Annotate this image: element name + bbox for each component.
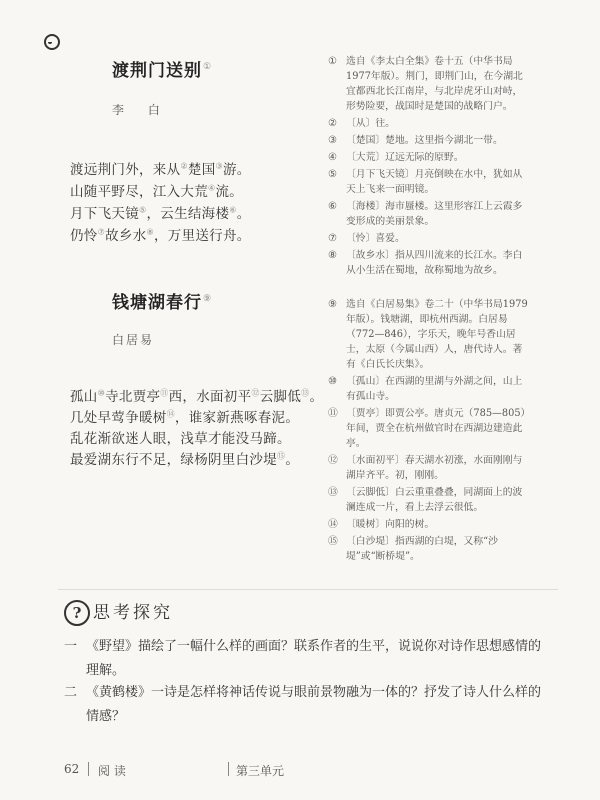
poem-line xyxy=(70,385,323,405)
footnote-marker: ⑫ xyxy=(251,388,260,398)
footnote-number: ⑧ xyxy=(328,250,337,261)
poem-text: 云脚低 xyxy=(259,389,302,405)
footnote-number: ④ xyxy=(328,152,337,163)
poem1-title: 渡荆门送别① xyxy=(112,61,213,81)
footnote-number: ② xyxy=(328,118,337,129)
footnotes-poem1 xyxy=(328,54,528,280)
footnote xyxy=(328,150,528,165)
footnote-marker: ⑥ xyxy=(229,205,237,215)
footnote-text: 〔水面初平〕春天湖水初涨，水面刚刚与湖岸齐平。初，刚刚。 xyxy=(346,455,523,481)
footnote-text: 〔云脚低〕白云重重叠叠，同湖面上的波澜连成一片，看上去浮云很低。 xyxy=(346,487,523,513)
question-text: 《野望》描绘了一幅什么样的画面？联系作者的生平，说说你对诗作思想感情的理解。 xyxy=(86,639,542,678)
question-item xyxy=(64,635,544,683)
footnote-number: ① xyxy=(328,56,337,67)
footnote-number: ⑮ xyxy=(328,536,338,547)
poem-text: 孤山 xyxy=(70,389,98,405)
footnote xyxy=(328,534,528,564)
poem-text: 流。 xyxy=(215,184,244,200)
footnote-marker: ⑧ xyxy=(146,227,154,237)
question-mark-icon: ? xyxy=(64,600,90,626)
footnote-number: ⑦ xyxy=(328,233,337,244)
footnote xyxy=(328,199,528,229)
footnote-number: ⑫ xyxy=(328,455,338,466)
footnote-marker: ⑪ xyxy=(160,388,169,398)
footnote-marker: ⑭ xyxy=(166,409,175,419)
footnote-text: 〔月下飞天镜〕月亮倒映在水中，犹如从天上飞来一面明镜。 xyxy=(346,169,523,195)
footnote-marker: ③ xyxy=(215,161,223,171)
question-text: 《黄鹤楼》一诗是怎样将神话传说与眼前景物融为一体的？抒发了诗人什么样的情感？ xyxy=(86,685,542,724)
poem-text: 西，水面初平 xyxy=(168,389,252,405)
footnote-text: 〔楚国〕楚地。这里指今湖北一带。 xyxy=(346,135,503,146)
footnote-marker: ⑦ xyxy=(97,227,106,237)
footnote xyxy=(328,116,528,131)
footnote-marker: ④ xyxy=(208,183,216,193)
footnote xyxy=(328,517,528,532)
poem-text: ，谁家新燕啄春泥。 xyxy=(174,410,300,426)
question-item xyxy=(64,681,544,729)
poem-line xyxy=(70,158,251,178)
poem-text: 乱花渐欲迷人眼，浅草才能没马蹄。 xyxy=(70,431,291,447)
footnote-number: ⑬ xyxy=(328,487,338,498)
footnote xyxy=(328,374,528,404)
poem-text: 几处早莺争暖树 xyxy=(70,410,167,426)
footer-divider xyxy=(228,762,229,776)
footnote-number: ③ xyxy=(328,135,337,146)
poem-text: 楚国 xyxy=(187,162,216,178)
poem-line xyxy=(70,406,299,426)
poem-text: 渡远荆门外，来从 xyxy=(70,162,181,178)
footnote-number: ⑪ xyxy=(328,408,338,419)
footnote-text: 〔孤山〕在西湖的里湖与外湖之间，山上有孤山寺。 xyxy=(346,376,523,402)
poem-text: 仍怜 xyxy=(70,228,98,244)
footnote-marker: ② xyxy=(180,161,188,171)
footnote-marker: ⑬ xyxy=(301,388,310,398)
footnote-marker: ⑩ xyxy=(97,388,106,398)
footnote-text: 〔海楼〕海市蜃楼。这里形容江上云霞多变形成的美丽景象。 xyxy=(346,201,523,227)
poem-line xyxy=(70,427,291,447)
footnote xyxy=(328,54,528,114)
poem-text: ，云生结海楼 xyxy=(146,206,230,222)
poem-line xyxy=(70,448,299,468)
footnote-marker: ⑤ xyxy=(139,205,147,215)
footnote-number: ⑨ xyxy=(328,299,337,310)
footer-section: 阅 读 xyxy=(98,764,126,778)
footnote-text: 选自《白居易集》卷二十（中华书局1979年版）。钱塘湖，即杭州西湖。白居易（772—846），字乐天，晚年号香山居士，太原（今属山西）人，唐代诗人。著有《白氏长庆集》。 xyxy=(346,299,528,370)
footnote xyxy=(328,133,528,148)
footnotes-poem2 xyxy=(328,297,528,566)
footnote-text: 〔大荒〕辽远无际的原野。 xyxy=(346,152,464,163)
footnote-number: ⑥ xyxy=(328,201,337,212)
footnote-number: ⑤ xyxy=(328,169,337,180)
footnote-text: 〔怜〕喜爱。 xyxy=(346,233,405,244)
footer-divider xyxy=(88,762,89,776)
question-number: 一 xyxy=(64,639,78,654)
poem-text: ，万里送行舟。 xyxy=(153,228,251,244)
page-number: 62 xyxy=(64,762,80,776)
corner-mark-icon xyxy=(44,34,60,50)
think-section-title: 思考探究 xyxy=(93,603,173,623)
footnote-marker: ⑮ xyxy=(277,451,286,461)
section-divider xyxy=(58,589,558,590)
poem2-title: 钱塘湖春行⑨ xyxy=(112,293,213,313)
poem-text: 。 xyxy=(236,206,251,222)
poem-line xyxy=(70,180,243,200)
poem-text: 。 xyxy=(285,452,300,468)
question-number: 二 xyxy=(64,685,78,700)
footnote-text: 〔故乡水〕指从四川流来的长江水。李白从小生活在蜀地，故称蜀地为故乡。 xyxy=(346,250,523,276)
poem2-author: 白居易 xyxy=(112,333,155,347)
footnote xyxy=(328,453,528,483)
footer-unit: 第三单元 xyxy=(236,764,285,778)
footnote-number: ⑩ xyxy=(328,376,337,387)
footnote xyxy=(328,297,528,372)
poem-line xyxy=(70,224,251,244)
footnote xyxy=(328,231,528,246)
footnote-number: ⑭ xyxy=(328,519,338,530)
footnote-text: 〔贾亭〕即贾公亭。唐贞元（785—805）年间，贾全在杭州做官时在西湖边建造此亭。 xyxy=(346,408,526,449)
poem-line xyxy=(70,202,251,222)
footnote xyxy=(328,485,528,515)
footnote xyxy=(328,167,528,197)
footnote xyxy=(328,406,528,451)
poem-text: 山随平野尽，江入大荒 xyxy=(70,184,208,200)
footnote-text: 选自《李太白全集》卷十五（中华书局1977年版）。荆门，即荆门山，在今湖北宜都西北长江南岸，与北岸虎牙山对峙，形势险要，战国时是楚国的战略门户。 xyxy=(346,56,523,112)
poem-text: 最爱湖东行不足，绿杨阴里白沙堤 xyxy=(70,452,277,468)
poem-text: 寺北贾亭 xyxy=(105,389,161,405)
footnote xyxy=(328,248,528,278)
poem-text: 。 xyxy=(309,389,324,405)
poem-text: 故乡水 xyxy=(105,228,147,244)
poem-text: 游。 xyxy=(222,162,251,178)
poem1-author: 李 白 xyxy=(112,103,170,117)
poem-text: 月下飞天镜 xyxy=(70,206,139,222)
footnote-text: 〔暖树〕向阳的树。 xyxy=(346,519,435,530)
footnote-text: 〔白沙堤〕指西湖的白堤，又称“沙堤”或“断桥堤”。 xyxy=(346,536,498,562)
footnote-text: 〔从〕往。 xyxy=(346,118,395,129)
